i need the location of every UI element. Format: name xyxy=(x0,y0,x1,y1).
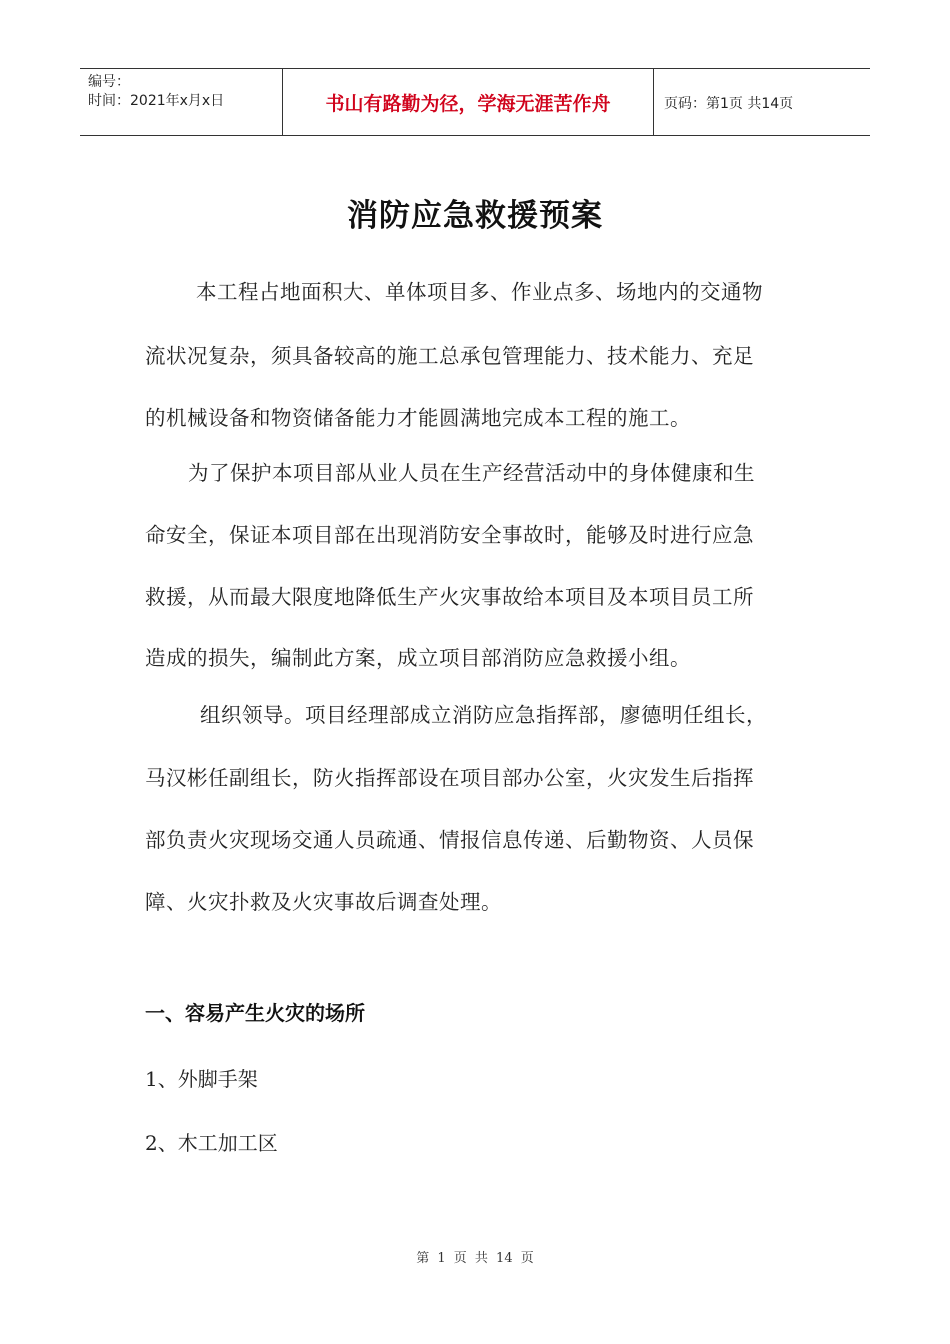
paragraph1-line3: 的机械设备和物资储备能力才能圆满地完成本工程的施工。 xyxy=(145,406,691,430)
paragraph2-line2: 命安全，保证本项目部在出现消防安全事故时，能够及时进行应急 xyxy=(145,523,754,547)
header-motto-cell xyxy=(282,69,654,136)
paragraph2-line3: 救援，从而最大限度地降低生产火灾事故给本项目及本项目员工所 xyxy=(145,585,754,609)
page-footer: 第 1 页 共 14 页 xyxy=(416,1251,534,1266)
header-meta-cell xyxy=(80,69,282,136)
paragraph2-line4: 造成的损失，编制此方案，成立项目部消防应急救援小组。 xyxy=(145,646,691,670)
section1-heading: 一、容易产生火灾的场所 xyxy=(145,1001,365,1025)
document-title: 消防应急救援预案 xyxy=(347,198,603,234)
page-header xyxy=(80,68,870,136)
paragraph3-line1: 组织领导。项目经理部成立消防应急指挥部，廖德明任组长， xyxy=(200,703,767,727)
motto-text: 书山有路勤为径，学海无涯苦作舟 xyxy=(325,93,611,115)
paragraph1-line1: 本工程占地面积大、单体项目多、作业点多、场地内的交通物 xyxy=(196,280,763,304)
time-label: 时间：2021年x月x日 xyxy=(88,93,225,109)
section1-item-1: 1、外脚手架 xyxy=(145,1067,258,1091)
paragraph1-line2: 流状况复杂，须具备较高的施工总承包管理能力、技术能力、充足 xyxy=(145,344,754,368)
paragraph3-line2: 马汉彬任副组长，防火指挥部设在项目部办公室，火灾发生后指挥 xyxy=(145,766,754,790)
number-label: 编号： xyxy=(88,74,130,90)
paragraph2-line1: 为了保护本项目部从业人员在生产经营活动中的身体健康和生 xyxy=(188,461,755,485)
paragraph3-line3: 部负责火灾现场交通人员疏通、情报信息传递、后勤物资、人员保 xyxy=(145,828,754,852)
paragraph3-line4: 障、火灾扑救及火灾事故后调查处理。 xyxy=(145,890,502,914)
section1-item-2: 2、木工加工区 xyxy=(145,1131,278,1155)
header-page-cell xyxy=(654,69,870,136)
page-info: 页码：第1页 共14页 xyxy=(664,95,794,112)
